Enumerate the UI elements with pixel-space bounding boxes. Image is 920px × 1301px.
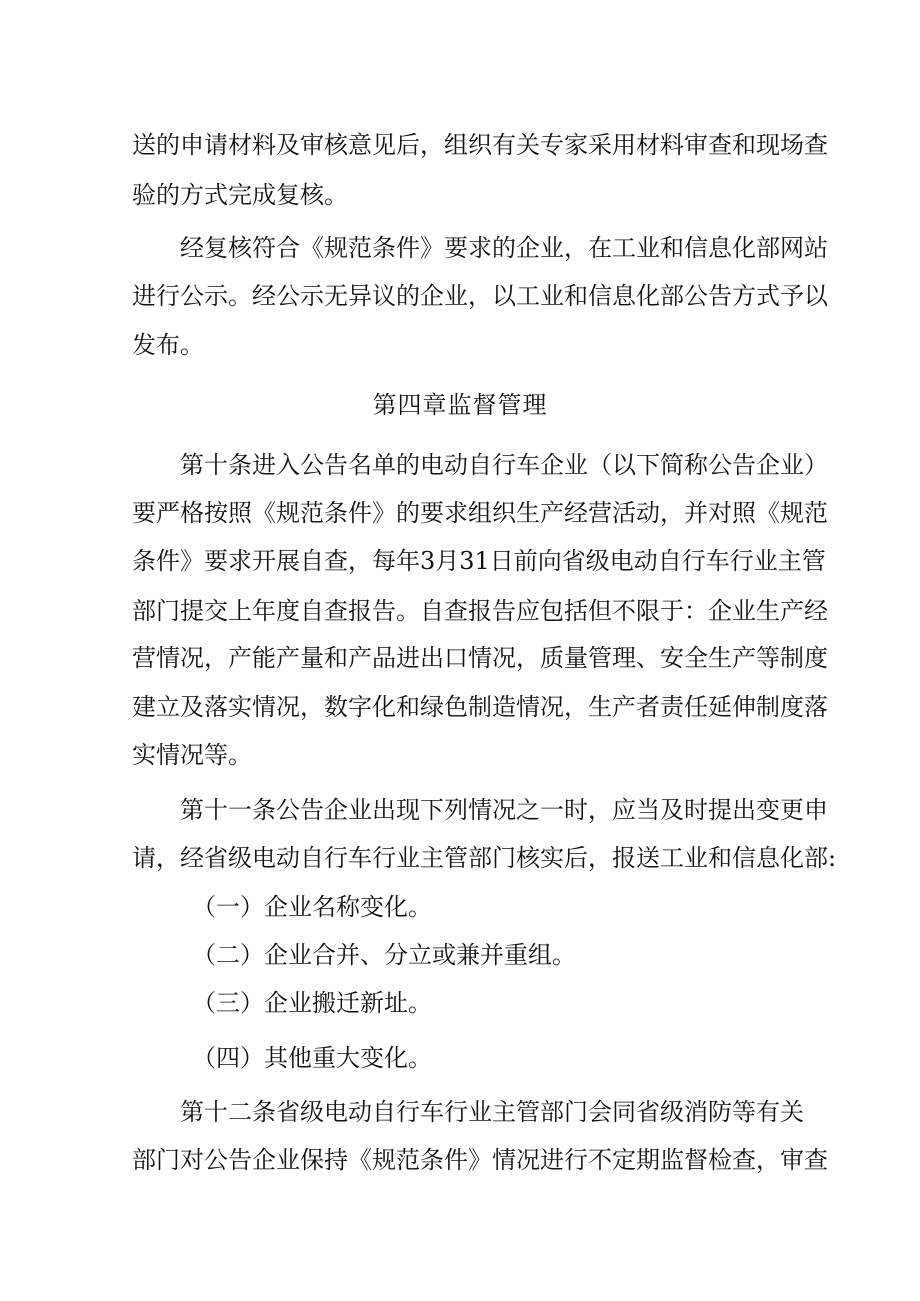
paragraph-line: 部门对公告企业保持《规范条件》情况进行不定期监督检查，审查	[132, 1146, 828, 1174]
paragraph-line: 要严格按照《规范条件》的要求组织生产经营活动，并对照《规范	[132, 499, 828, 527]
list-item: （一）企业名称变化。	[192, 893, 432, 921]
paragraph-line: 实情况等。	[132, 741, 252, 769]
paragraph-line: 进行公示。经公示无异议的企业，以工业和信息化部公告方式予以	[132, 282, 828, 310]
paragraph-line: 经复核符合《规范条件》要求的企业，在工业和信息化部网站	[180, 234, 828, 262]
list-item: （二）企业合并、分立或兼并重组。	[192, 941, 576, 969]
paragraph-line: 请，经省级电动自行车行业主管部门核实后，报送工业和信息化部:	[132, 844, 837, 872]
paragraph-line: 第十一条公告企业出现下列情况之一时，应当及时提出变更申	[180, 796, 828, 824]
paragraph-line: 建立及落实情况，数字化和绿色制造情况，生产者责任延伸制度落	[132, 693, 828, 721]
paragraph-line: 营情况，产能产量和产品进出口情况，质量管理、安全生产等制度	[132, 644, 828, 672]
paragraph-line: 部门提交上年度自查报告。自查报告应包括但不限于：企业生产经	[132, 597, 828, 625]
list-item: （四）其他重大变化。	[192, 1044, 432, 1072]
chapter-heading: 第四章监督管理	[372, 391, 548, 419]
paragraph-line: 送的申请材料及审核意见后，组织有关专家采用材料审查和现场查	[132, 131, 828, 159]
paragraph-line: 发布。	[132, 331, 204, 359]
paragraph-line: 第十条进入公告名单的电动自行车企业（以下简称公告企业）	[180, 451, 828, 479]
paragraph-line: 验的方式完成复核。	[132, 181, 348, 209]
paragraph-line: 第十二条省级电动自行车行业主管部门会同省级消防等有关	[180, 1098, 804, 1126]
list-item: （三）企业搬迁新址。	[192, 989, 432, 1017]
paragraph-line: 条件》要求开展自查，每年3月31日前向省级电动自行车行业主管	[132, 547, 826, 575]
